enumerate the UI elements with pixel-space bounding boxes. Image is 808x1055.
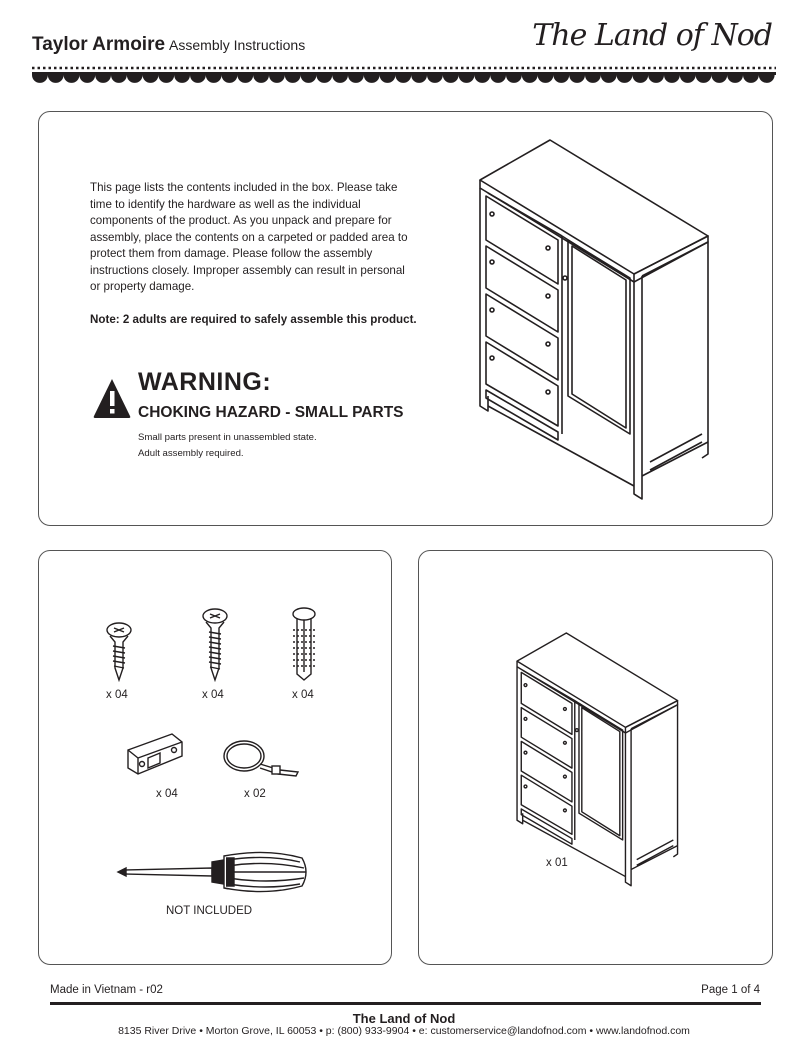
hardware-qty: x 02 [244,788,266,800]
footer-address: 8135 River Drive • Morton Grove, IL 60053 • p: (800) 933-9904 • e: customerservice@landofnod.com • www.landofnod.com [118,1025,690,1037]
not-included-label: NOT INCLUDED [166,905,253,917]
armoire-illustration [470,136,720,502]
warning-text-line: Adult assembly required. [138,448,244,459]
warning-text [138,430,398,462]
intro-paragraph: This page lists the contents included in the box. Please take time to identify the hardware as well as the individual components of the product. As you unpack and prepare for assembly, place the contents on a carpeted or padded area to protect them from damage. Please follow the assembly instructions closely. Improper assembly can result in personal or property damage. [90,181,408,293]
hardware-qty: x 04 [156,788,178,800]
made-in-label: Made in Vietnam - r02 [50,984,163,996]
bracket-icon [124,728,186,780]
footer-divider [50,1002,761,1005]
wall-anchor-icon [288,606,320,682]
product-qty: x 01 [546,857,568,869]
document-subtitle: Assembly Instructions [169,37,306,53]
flat-head-screw-icon [104,620,134,682]
product-name: Taylor Armoire [32,34,166,55]
hardware-qty: x 04 [202,689,224,701]
warning-text-line: Small parts present in unassembled state. [138,432,317,443]
page-number: Page 1 of 4 [701,984,760,996]
pan-head-screw-icon [200,606,230,682]
cable-tie-icon [220,736,302,782]
brand-logo: The Land of Nod [532,18,772,53]
armoire-small-illustration [510,630,686,888]
screwdriver-icon [116,848,310,894]
hardware-qty: x 04 [292,689,314,701]
adults-note: Note: 2 adults are required to safely assemble this product. [90,313,417,326]
scallop-border [32,64,776,88]
footer-company: The Land of Nod [352,1011,456,1026]
page-title [32,34,305,56]
warning-subheading: CHOKING HAZARD - SMALL PARTS [138,404,404,421]
hardware-qty: x 04 [106,689,128,701]
warning-icon [92,377,132,419]
warning-heading: WARNING: [138,368,272,396]
